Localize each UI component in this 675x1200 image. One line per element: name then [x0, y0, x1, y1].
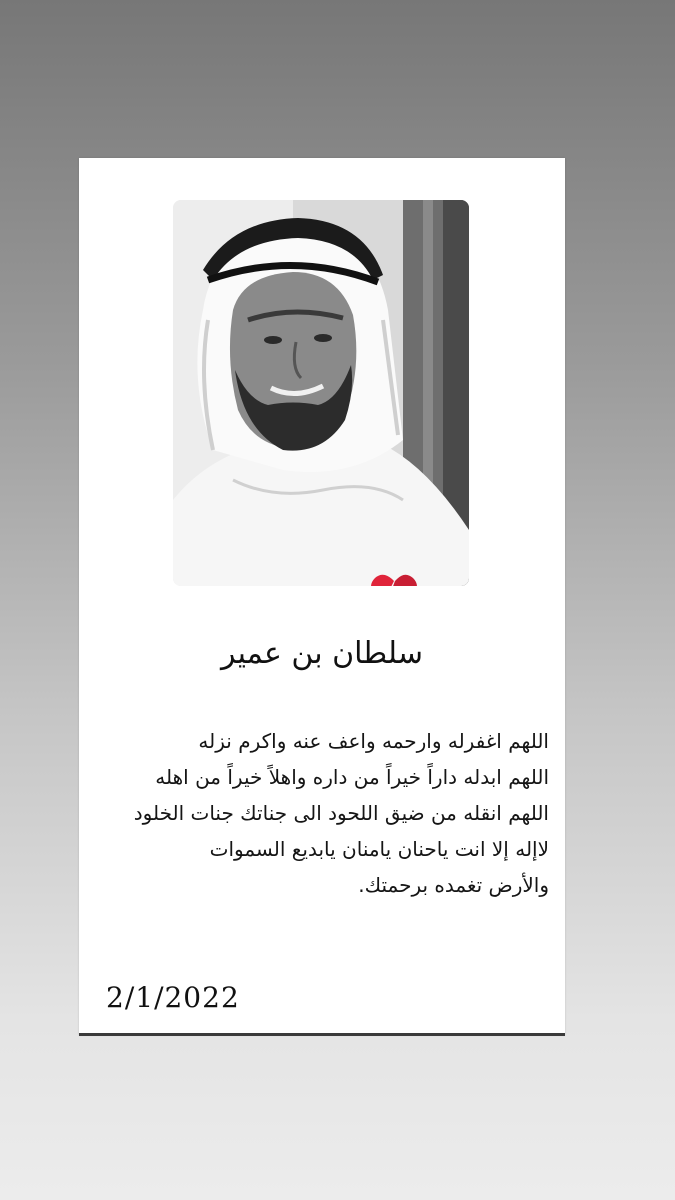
prayer-line: لاإله إلا انت ياحنان يامنان يابديع السموات: [209, 837, 549, 861]
portrait-photo: [173, 200, 469, 586]
prayer-line: اللهم اغفرله وارحمه واعف عنه واكرم نزله: [198, 729, 549, 753]
prayer-line: اللهم انقله من ضيق اللحود الى جناتك جنات الخلود: [133, 801, 549, 825]
prayer-text: [91, 723, 549, 903]
deceased-name: سلطان بن عمير: [221, 636, 423, 671]
date-label: 2/1/2022: [106, 981, 240, 1014]
card-divider: [79, 1033, 565, 1036]
broken-heart-icon: [369, 572, 419, 586]
memorial-card: [79, 158, 565, 1035]
prayer-line: والأرض تغمده برحمتك.: [358, 873, 549, 897]
prayer-line: اللهم ابدله داراً خيراً من داره واهلاً خيراً من اهله: [155, 765, 549, 789]
